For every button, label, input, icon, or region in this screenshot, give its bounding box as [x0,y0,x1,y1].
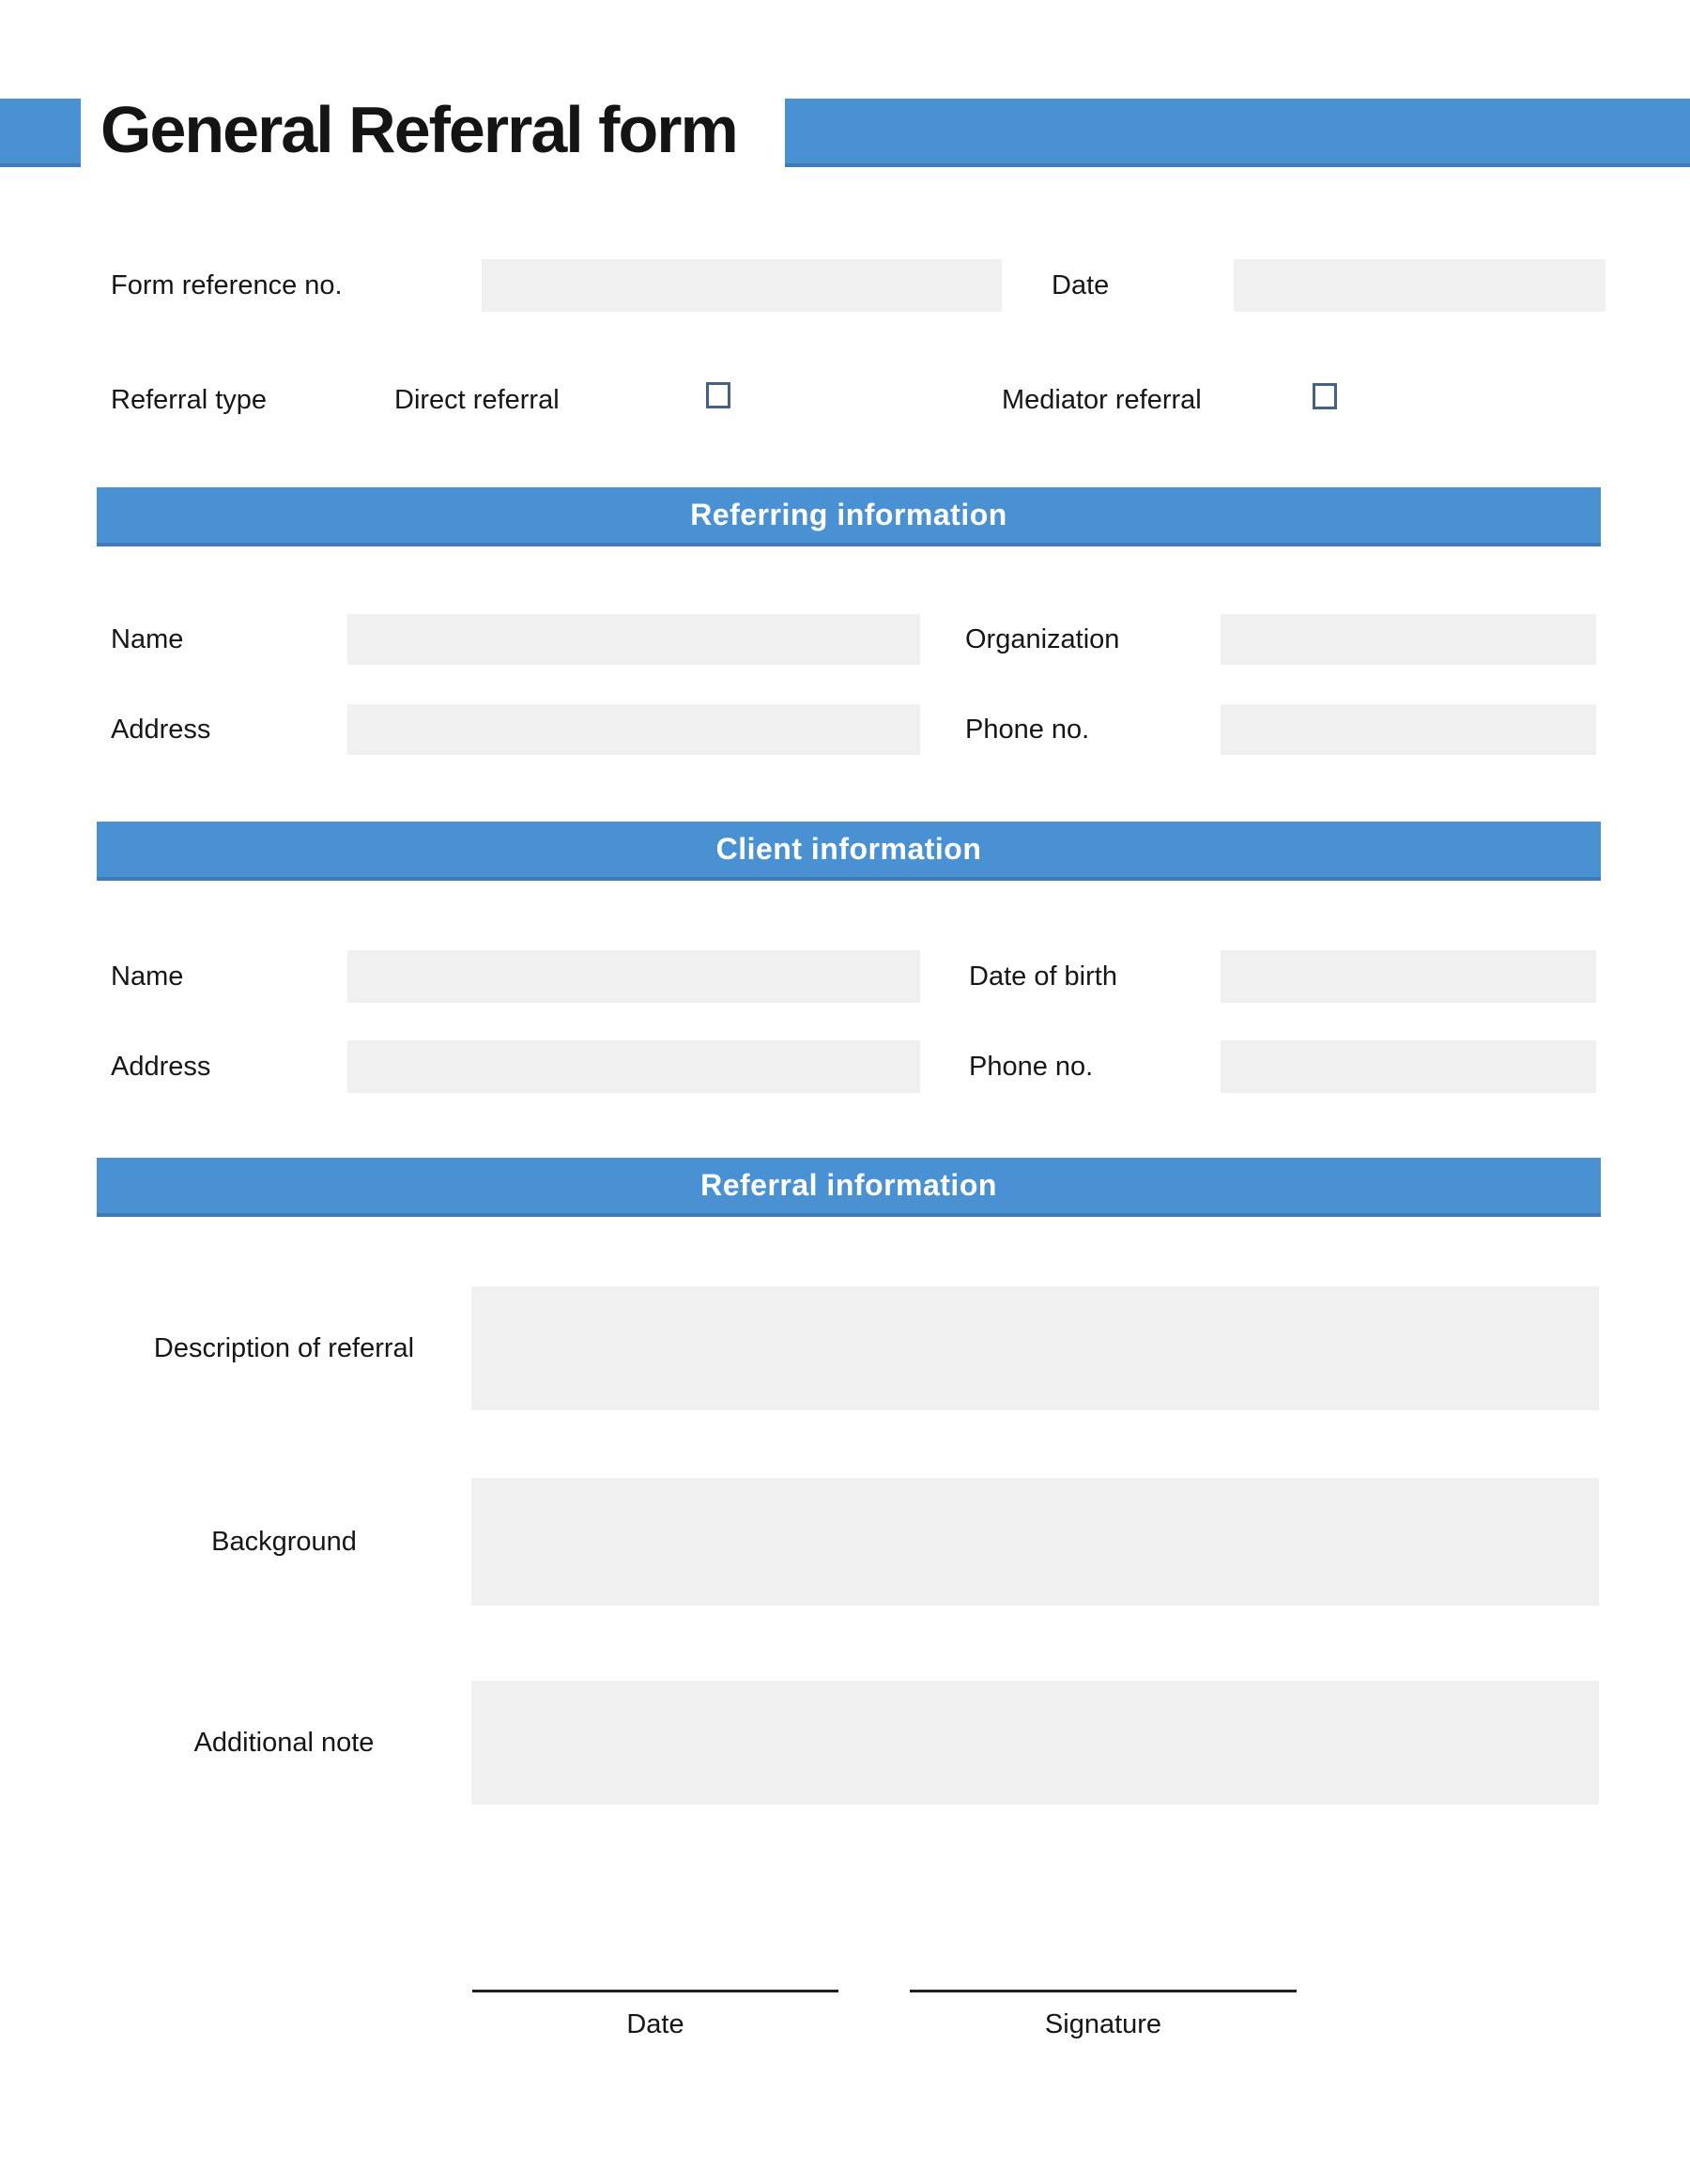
date-line-label: Date [626,2008,684,2039]
mediator-referral-checkbox[interactable] [1313,383,1337,409]
background-textarea[interactable] [471,1478,1599,1606]
client-date-of-birth-label: Date of birth [969,961,1117,992]
date-signature-line [472,1990,838,1992]
background-label: Background [211,1526,357,1557]
referring-address-label: Address [111,714,211,745]
direct-referral-checkbox[interactable] [706,382,730,408]
description-of-referral-label: Description of referral [153,1332,415,1363]
referral-type-label: Referral type [111,384,268,415]
client-name-input[interactable] [347,950,920,1003]
referring-organization-input[interactable] [1221,614,1596,665]
form-reference-input[interactable] [482,259,1002,312]
referring-name-label: Name [111,623,184,654]
client-date-of-birth-input[interactable] [1221,950,1596,1003]
description-of-referral-textarea[interactable] [471,1286,1599,1410]
title-accent-left-bar [0,99,81,167]
client-information-header: Client information [97,822,1601,881]
additional-note-textarea[interactable] [471,1681,1599,1805]
title-accent-right-bar [785,99,1690,167]
referring-phone-input[interactable] [1221,704,1596,755]
referring-organization-label: Organization [965,623,1120,654]
date-input[interactable] [1234,259,1606,312]
direct-referral-label: Direct referral [394,384,560,415]
referring-address-input[interactable] [347,704,920,755]
date-label: Date [1052,269,1110,300]
form-reference-label: Form reference no. [111,269,343,300]
additional-note-label: Additional note [193,1727,375,1758]
client-name-label: Name [111,961,184,992]
referring-name-input[interactable] [347,614,920,665]
mediator-referral-label: Mediator referral [1002,384,1202,415]
signature-line [910,1990,1297,1992]
signature-line-label: Signature [1044,2008,1162,2039]
client-address-label: Address [111,1051,211,1082]
referral-information-header: Referral information [97,1158,1601,1217]
referring-information-header: Referring information [97,487,1601,546]
client-address-input[interactable] [347,1040,920,1093]
page-title: General Referral form [100,92,737,166]
client-phone-label: Phone no. [969,1051,1094,1082]
referring-phone-label: Phone no. [965,714,1090,745]
client-phone-input[interactable] [1221,1040,1596,1093]
